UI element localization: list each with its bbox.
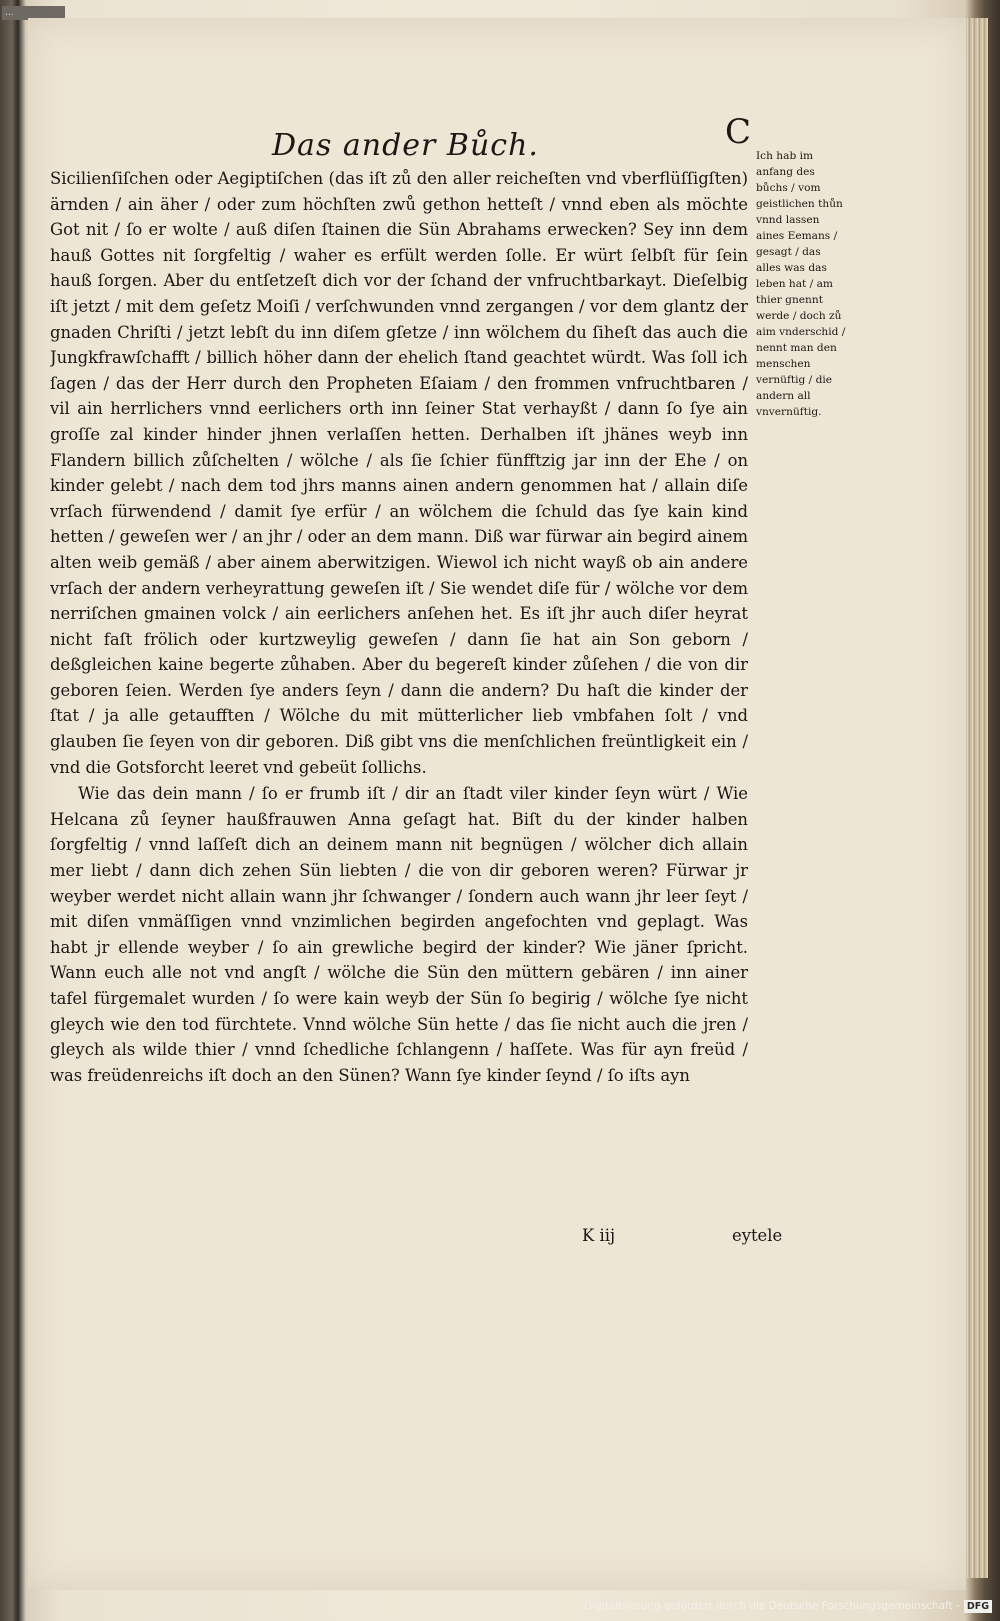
page-edges [966, 18, 988, 1578]
marginal-note: Ich hab im anfang des bůchs / vom geistlichen thůn vnnd lassen aines Eemans / gesagt / das alles was das leben hat / am thier gnennt werde / doch zů aim vnderschid / nennt man den menschen vernüftig / die andern all vnvernüftig. [756, 150, 846, 418]
digitization-footer [560, 1597, 992, 1615]
signature-mark: C [725, 112, 752, 152]
main-text-block [50, 166, 748, 1246]
running-head: Das ander Bůch. [272, 128, 539, 163]
signature-line: K iij [582, 1226, 616, 1245]
catchword: eytele [732, 1226, 783, 1245]
page-bottom-line [582, 1226, 783, 1252]
footer-text: Digitalisierung gefördert durch die Deutsche Forschungsgemeinschaft - [584, 1600, 960, 1612]
dfg-logo: DFG [964, 1600, 992, 1613]
paragraph-1: Sicilienſiſchen oder Aegiptiſchen (das iſt zů den aller reicheſten vnd vberflüſſigſten) ärnden / ain äher / oder zum höchſten zwů gethon hetteſt / vnnd eben als möchte Got nit / ſo er wolte / auß diſen ſtainen die Sün Abrahams erwecken? Sey inn dem hauß Gottes nit ſorgfeltig / waher es erfült werden ſolle. Er würt ſelbſt für ſein hauß ſorgen. Aber du entſetzeſt dich vor der ſchand der vnfruchtbarkayt. Dieſelbig iſt jetzt / mit dem geſetz Moiſi / verſchwunden vnnd zergangen / vor dem glantz der gnaden Chriſti / jetzt lebſt du inn diſem gſetze / inn wölchem du ſiheſt das auch die Jungkfrawſchafft / billich höher dann der ehelich ſtand geachtet würdt. Was ſoll ich ſagen / das der Herr durch den Propheten Eſaiam / den frommen vnfruchtbaren / vil ain herrlichers vnnd eerlichers orth inn ſeiner Stat verhayßt / dann ſo ſye ain groſſe zal kinder hinder jhnen verlaſſen hetten. Derhalben iſt jhänes weyb inn Flandern billich zůſchelten / wölche / als ſie ſchier fünfftzig jar inn der Ehe / on kinder gelebt / nach dem tod jhrs manns ainen andern genommen hat / allain diſe vrſach fürwendend / damit ſye erfür / an wölchem die ſchuld das ſye kain kind hetten / geweſen wer / an jhr / oder an dem mann. Diß war fürwar ain begird ainem alten weib gemäß / aber ainem aberwitzigen. Wiewol ich nicht wayß ob ain andere vrſach der andern verheyrattung geweſen iſt / Sie wendet diſe für / wölche vor dem nerriſchen gmainen volck / ain eerlichers anſehen het. Es iſt jhr auch diſer heyrat nicht faſt frölich oder kurtzweylig geweſen / dann ſie hat ain Son geborn / deßgleichen kaine begerte zůhaben. Aber du begereſt kinder zůſehen / die von dir geboren ſeien. Werden ſye anders ſeyn / dann die andern? Du haſt die kinder der ſtat / ja alle getaufften / Wölche du mit mütterlicher lieb vmbfahen ſolt / vnd glauben ſie ſeyen von dir geboren. Diß gibt vns die menſchlichen freüntligkeit ein / vnd die Gotsforcht leeret vnd gebeüt ſollichs. [50, 169, 748, 777]
viewer-label: ... [2, 6, 65, 20]
paragraph-2: Wie das dein mann / ſo er frumb iſt / dir an ſtadt viler kinder ſeyn würt / Wie Helcana zů ſeyner haußfrauwen Anna geſagt hat. Biſt du der kinder halben ſorgfeltig / vnnd laſſeſt dich an deinem mann nit begnügen / wölcher dich allain mer liebt / dann dich zehen Sün liebten / die von dir geboren weren? Fürwar jr weyber werdet nicht allain wann jhr ſchwanger / ſondern auch wann jhr leer ſeyt / mit diſen vnmäſſigen vnnd vnzimlichen begirden angefochten vnd geplagt. Was habt jr ellende weyber / ſo ain grewliche begird der kinder? Wie jäner ſpricht. Wann euch alle not vnd angſt / wölche die Sün den müttern gebären / inn ainer tafel fürgemalet wurden / ſo were kain weyb der Sün ſo begirig / wölche ſye nicht gleych wie den tod fürchtete. Vnnd wölche Sün hette / das ſie nicht auch die jren / gleych als wilde thier / vnnd ſchedliche ſchlangenn / haſſete. Was für ayn freüd / was freüdenreichs iſt doch an den Sünen? Wann ſye kinder ſeynd / ſo iſts ayn [50, 784, 748, 1085]
